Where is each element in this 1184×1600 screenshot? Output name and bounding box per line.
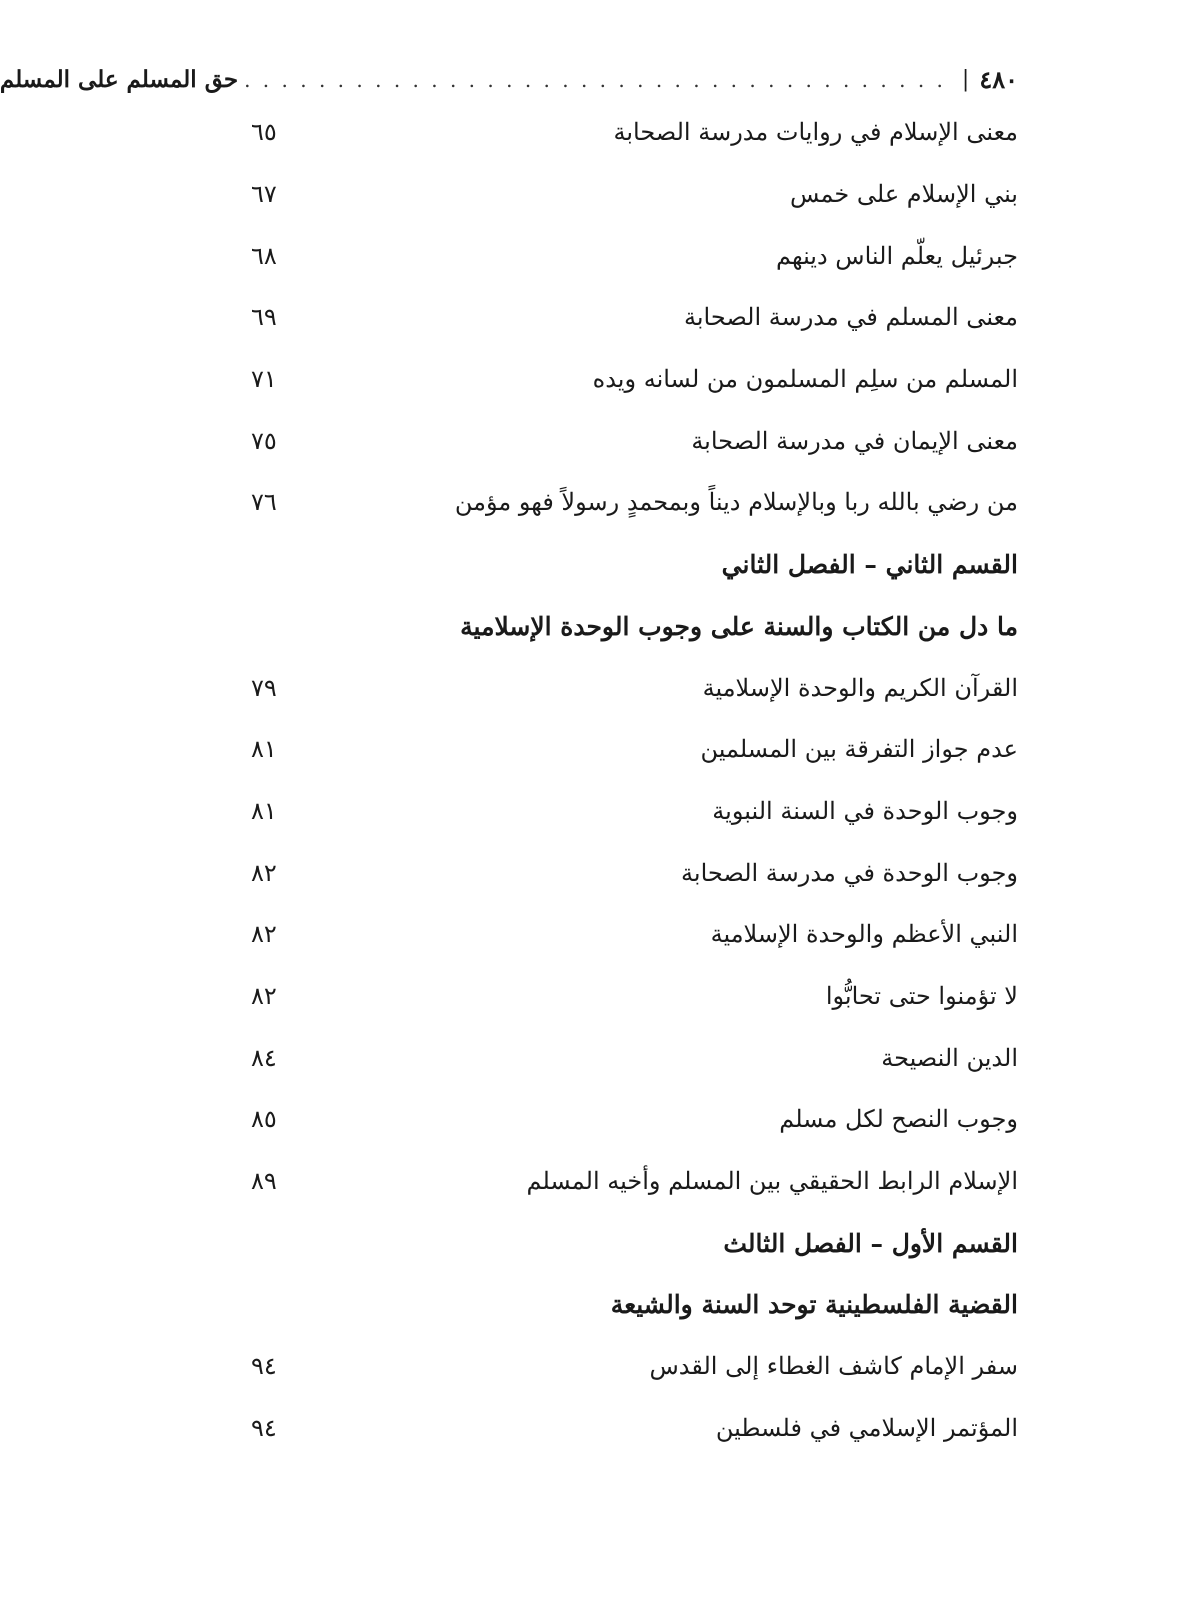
toc-entry [251,164,1018,226]
toc-entry [251,1397,1018,1459]
toc-entry-page-number: ٦٧ [251,180,277,209]
toc-section-heading [251,1274,1018,1336]
toc-entry-page-number: ٨٢ [251,920,277,949]
running-head [0,58,1018,102]
toc-entry-page-number: ٧٦ [251,488,277,517]
section-heading-text: القضية الفلسطينية توحد السنة والشيعة [610,1290,1018,1320]
toc-entry [251,287,1018,349]
toc-entry [251,842,1018,904]
toc-entry-page-number: ٩٤ [251,1352,277,1381]
toc-entry-title: القرآن الكريم والوحدة الإسلامية [702,673,1018,702]
toc-entry [251,1151,1018,1213]
toc-entry [251,225,1018,287]
toc-entry-page-number: ٧١ [251,365,277,394]
toc-entry-title: معنى الإيمان في مدرسة الصحابة [691,426,1018,455]
toc-entry-title: الدين النصيحة [881,1043,1018,1072]
toc-entry-title: بني الإسلام على خمس [789,180,1018,209]
toc-entry-title: الإسلام الرابط الحقيقي بين المسلم وأخيه المسلم [526,1167,1018,1196]
toc-entry-title: المؤتمر الإسلامي في فلسطين [715,1413,1018,1442]
toc-entry [251,1027,1018,1089]
toc-entry [251,102,1018,164]
toc-entry-title: سفر الإمام كاشف الغطاء إلى القدس [649,1352,1018,1381]
toc-entry-page-number: ٩٤ [251,1413,277,1442]
toc-entry-page-number: ٧٩ [251,673,277,702]
toc-entry [251,781,1018,843]
section-heading-text: القسم الثاني – الفصل الثاني [721,550,1018,580]
toc-section-heading [251,534,1018,596]
toc-entry-title: معنى الإسلام في روايات مدرسة الصحابة [613,118,1018,147]
toc-entry-page-number: ٦٥ [251,118,277,147]
toc-section-heading [251,596,1018,658]
toc-entry [251,657,1018,719]
toc-entry-page-number: ٨١ [251,735,277,764]
toc-entry-page-number: ٨١ [251,796,277,825]
header-page-number: ٤٨٠ [979,65,1018,94]
toc-entry-title: لا تؤمنوا حتى تحابُّوا [825,981,1018,1010]
toc-entry [251,719,1018,781]
table-of-contents [251,102,1018,1459]
toc-entry [251,472,1018,534]
toc-entry-title: وجوب الوحدة في مدرسة الصحابة [681,858,1018,887]
header-leader-dots: . . . . . . . . . . . . . . . . . . . . . . . . . . . . . . . . . . . . . . [244,68,946,92]
toc-entry-title: جبرئيل يعلّم الناس دينهم [776,241,1018,270]
toc-entry-title: المسلم من سلِم المسلمون من لسانه ويده [592,365,1018,394]
toc-entry-page-number: ٦٨ [251,241,277,270]
toc-entry [251,966,1018,1028]
toc-entry-title: معنى المسلم في مدرسة الصحابة [683,303,1018,332]
toc-entry-page-number: ٨٩ [251,1167,277,1196]
header-separator: | [961,67,970,92]
toc-entry-page-number: ٨٢ [251,858,277,887]
toc-entry-page-number: ٨٢ [251,981,277,1010]
toc-entry [251,349,1018,411]
toc-section-heading [251,1212,1018,1274]
toc-entry-title: وجوب النصح لكل مسلم [779,1105,1018,1134]
toc-entry [251,410,1018,472]
toc-entry-page-number: ٨٤ [251,1043,277,1072]
toc-entry-page-number: ٧٥ [251,426,277,455]
toc-entry [251,1336,1018,1398]
toc-entry [251,1089,1018,1151]
header-book-title: حق المسلم على المسلم [0,66,239,93]
toc-entry-page-number: ٦٩ [251,303,277,332]
section-heading-text: ما دل من الكتاب والسنة على وجوب الوحدة الإسلامية [460,611,1018,641]
section-heading-text: القسم الأول – الفصل الثالث [723,1228,1018,1258]
toc-entry-title: عدم جواز التفرقة بين المسلمين [700,735,1018,764]
toc-entry-title: وجوب الوحدة في السنة النبوية [712,796,1018,825]
toc-entry-title: النبي الأعظم والوحدة الإسلامية [710,920,1018,949]
toc-entry-page-number: ٨٥ [251,1105,277,1134]
toc-entry-title: من رضي بالله ربا وبالإسلام ديناً وبمحمدٍ رسولاً فهو مؤمن [454,488,1018,517]
toc-entry [251,904,1018,966]
